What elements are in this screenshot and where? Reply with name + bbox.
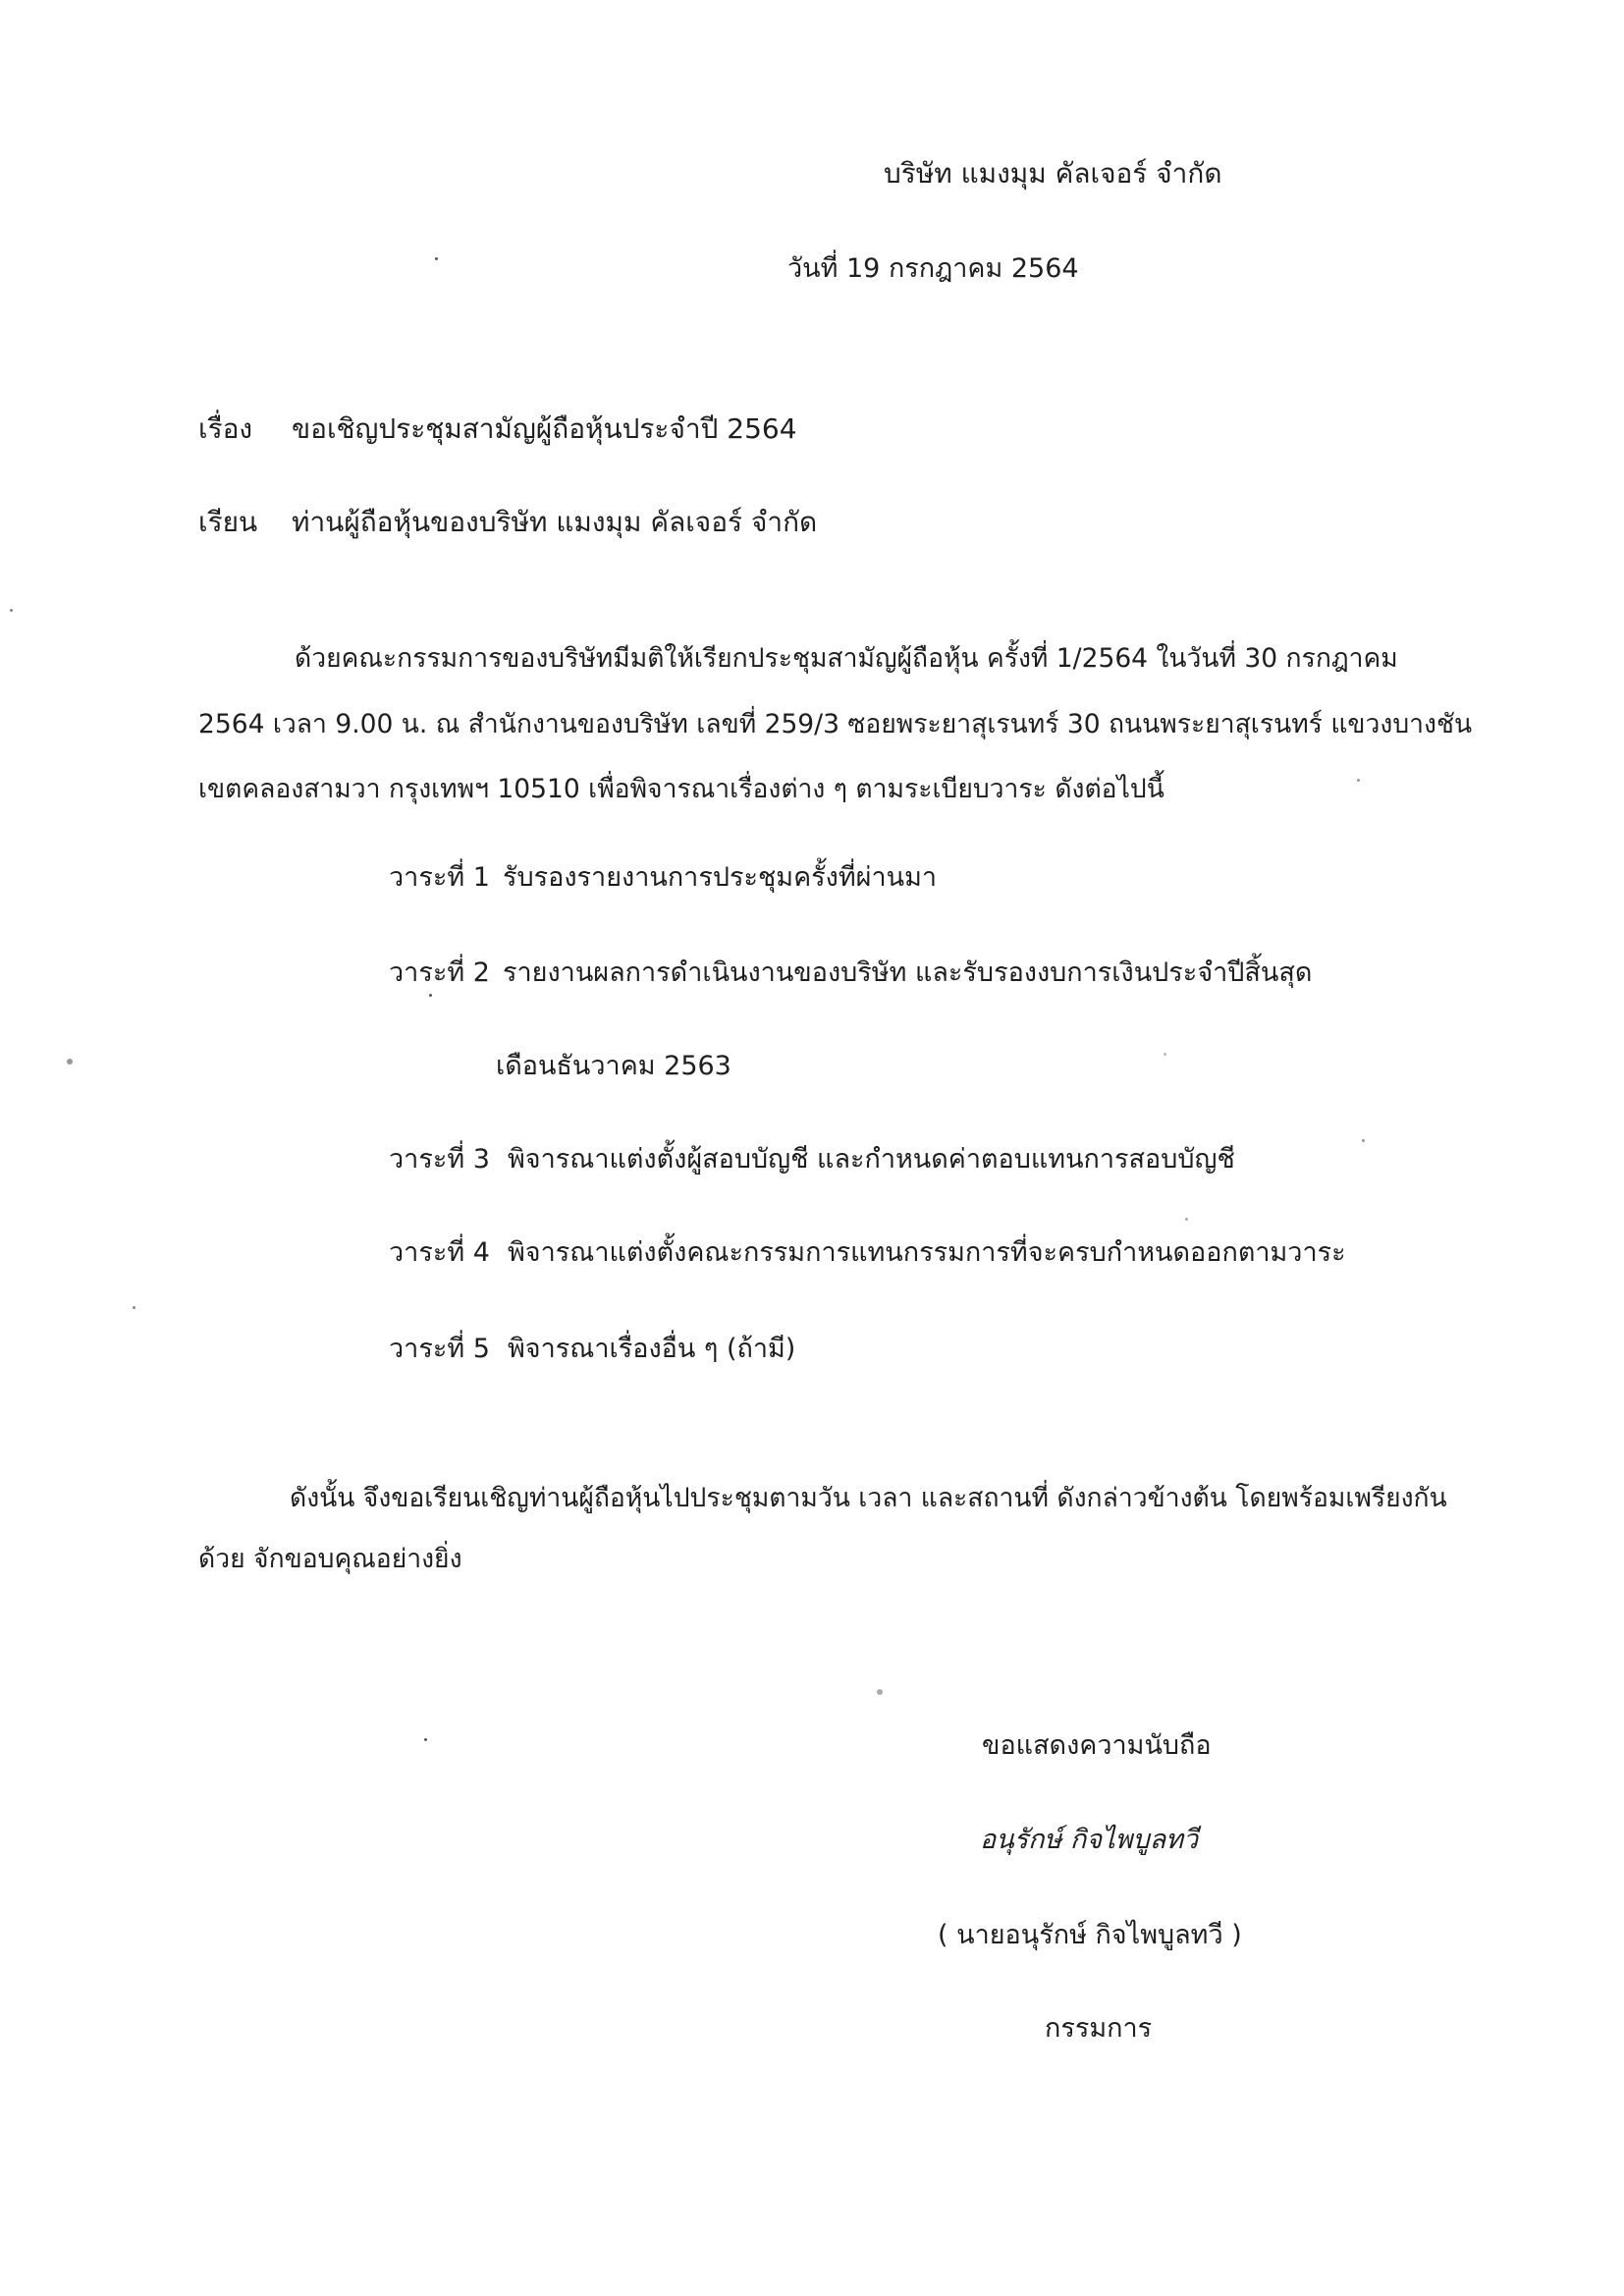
recipient-label: เรียน	[198, 506, 258, 538]
scan-speck	[429, 994, 432, 997]
subject-text: ขอเชิญประชุมสามัญผู้ถือหุ้นประจำปี 2564	[292, 412, 797, 445]
signatory-title: กรรมการ	[1045, 2013, 1153, 2044]
letter-date: วันที่ 19 กรกฎาคม 2564	[787, 253, 1079, 284]
agenda-item-3-label: วาระที่ 3	[389, 1144, 490, 1175]
closing-line-1: ดังนั้น จึงขอเรียนเชิญท่านผู้ถือหุ้นไปประชุมตามวัน เวลา และสถานที่ ดังกล่าวข้างต้น โดยพร้อมเพรียงกัน	[290, 1483, 1447, 1513]
scan-speck	[67, 1059, 73, 1065]
agenda-item-1-label: วาระที่ 1	[389, 862, 490, 893]
agenda-item-2-label: วาระที่ 2	[389, 957, 490, 988]
body-line-3: เขตคลองสามวา กรุงเทพฯ 10510 เพื่อพิจารณาเรื่องต่าง ๆ ตามระเบียบวาระ ดังต่อไปนี้	[198, 774, 1164, 804]
agenda-item-2-text: รายงานผลการดำเนินงานของบริษัท และรับรองงบการเงินประจำปีสิ้นสุด	[503, 957, 1313, 988]
agenda-item-5-label: วาระที่ 5	[389, 1334, 490, 1364]
body-line-1: ด้วยคณะกรรมการของบริษัทมีมติให้เรียกประชุมสามัญผู้ถือหุ้น ครั้งที่ 1/2564 ในวันที่ 30 กรกฎาคม	[295, 643, 1398, 674]
agenda-item-2-continuation: เดือนธันวาคม 2563	[496, 1051, 731, 1081]
signatory-printed-name: ( นายอนุรักษ์ กิจไพบูลทวี )	[938, 1920, 1242, 1950]
agenda-item-4-label: วาระที่ 4	[389, 1237, 490, 1268]
signature: อนุรักษ์ กิจไพบูลทวี	[980, 1825, 1199, 1855]
scan-speck	[1357, 779, 1360, 782]
scan-speck	[1164, 1053, 1166, 1056]
agenda-item-3-text: พิจารณาแต่งตั้งผู้สอบบัญชี และกำหนดค่าตอบแทนการสอบบัญชี	[508, 1144, 1235, 1175]
scan-speck	[877, 1689, 883, 1695]
agenda-item-4-text: พิจารณาแต่งตั้งคณะกรรมการแทนกรรมการที่จะครบกำหนดออกตามวาระ	[508, 1237, 1346, 1268]
body-line-2: 2564 เวลา 9.00 น. ณ สำนักงานของบริษัท เลขที่ 259/3 ซอยพระยาสุเรนทร์ 30 ถนนพระยาสุเรนทร์ แขวงบางชัน	[198, 709, 1473, 739]
company-name: บริษัท แมงมุม คัลเจอร์ จำกัด	[884, 157, 1222, 190]
scan-speck	[1185, 1218, 1188, 1221]
scan-speck	[133, 1306, 135, 1309]
agenda-item-1-text: รับรองรายงานการประชุมครั้งที่ผ่านมา	[503, 862, 938, 893]
scan-speck	[10, 609, 13, 612]
closing-line-2: ด้วย จักขอบคุณอย่างยิ่ง	[198, 1544, 462, 1574]
scan-speck	[424, 1738, 427, 1741]
scan-speck	[435, 257, 438, 260]
agenda-item-5-text: พิจารณาเรื่องอื่น ๆ (ถ้ามี)	[508, 1334, 796, 1364]
regards: ขอแสดงความนับถือ	[982, 1730, 1212, 1761]
recipient-text: ท่านผู้ถือหุ้นของบริษัท แมงมุม คัลเจอร์ จำกัด	[292, 506, 818, 538]
subject-label: เรื่อง	[198, 412, 253, 445]
scan-speck	[1362, 1139, 1365, 1142]
